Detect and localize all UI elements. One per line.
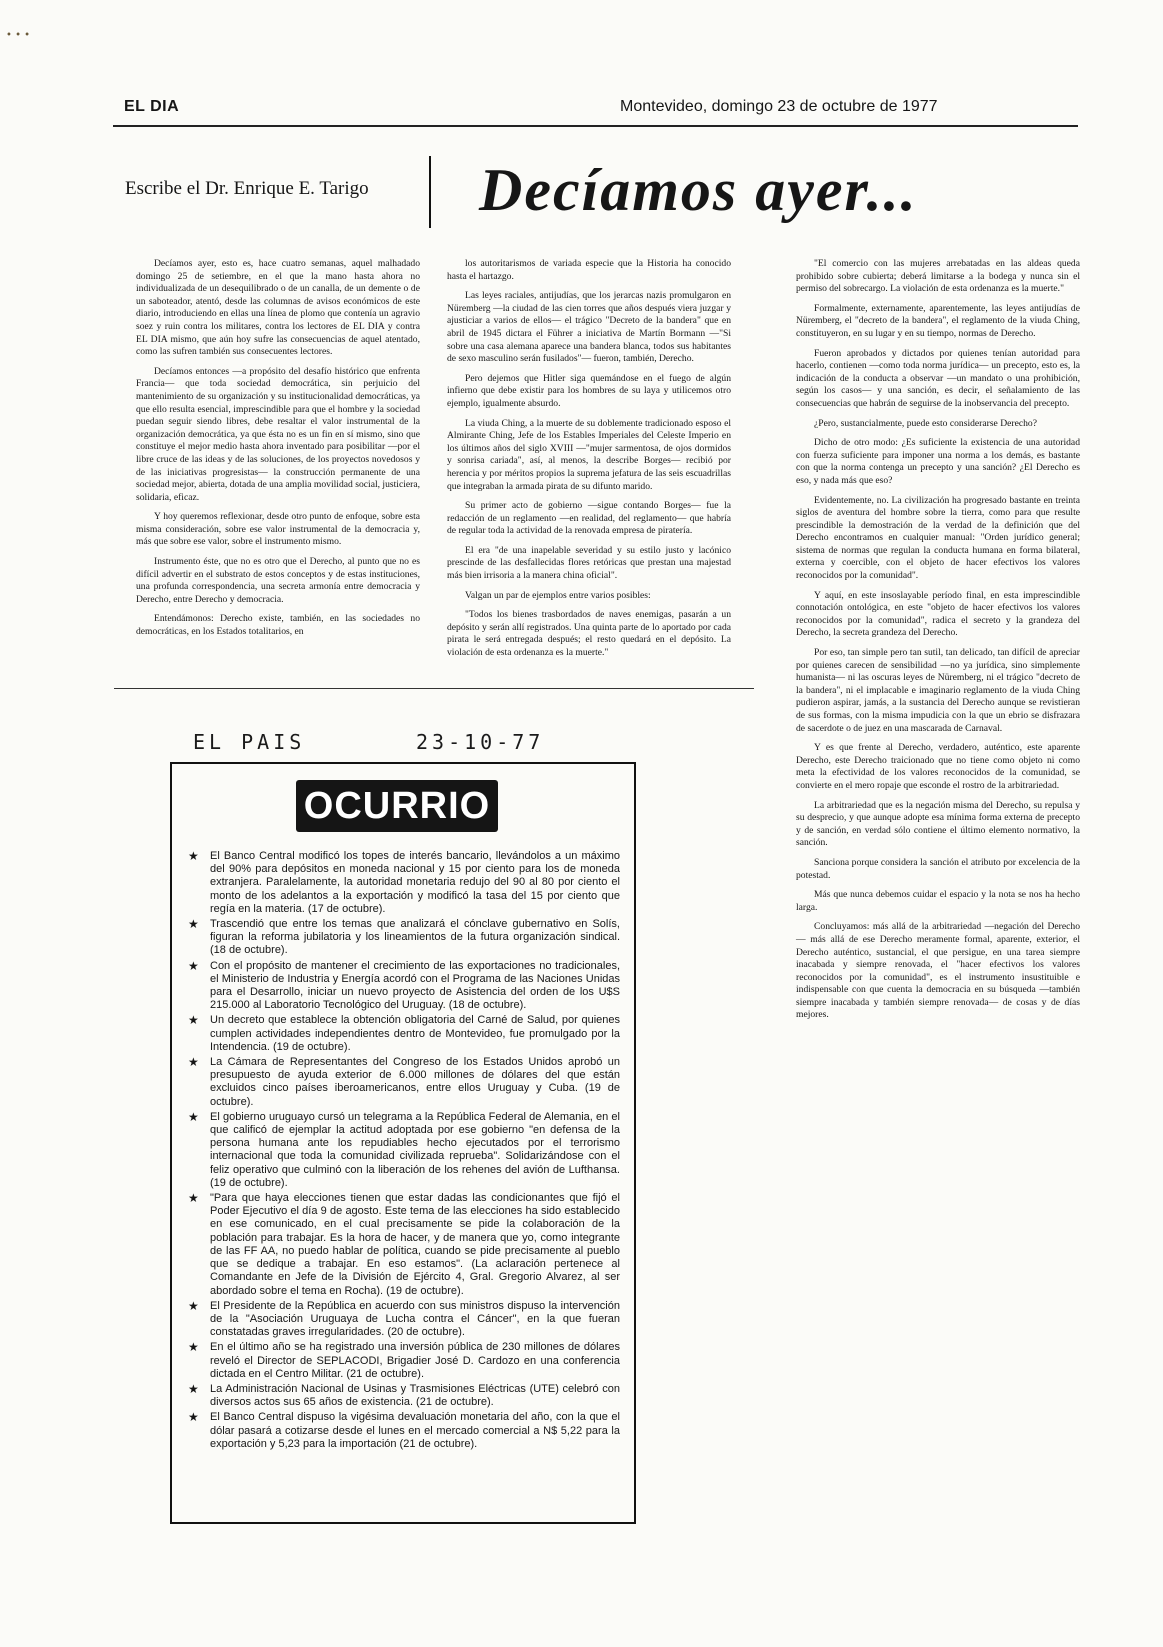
article-column-1 [136, 258, 420, 646]
title-divider [429, 156, 431, 228]
item-text: Con el propósito de mantener el crecimiento de las exportaciones no tradicionales, el Ministerio de Industria y Energía acordó con el Programa de las Naciones Unidas para el Desarrollo, iniciar un nuevo proyecto de Asistencia del orden de los U$S 215.000 al Laboratorio Tecnológico del Uruguay. (18 de octubre). [210, 959, 620, 1012]
list-item [188, 1411, 620, 1451]
star-icon: ★ [188, 1298, 199, 1313]
paragraph: Fueron aprobados y dictados por quienes tenían autoridad para hacerlo, contienen —como toda norma jurídica— un precepto, esto es, la indicación de la conducta a observar —un mandato o una prohibición, según los casos— y una sanción, es decir, el señalamiento de las consecuencias que habrán de seguirse de la inobservancia del precepto. [796, 347, 1080, 409]
star-icon: ★ [188, 958, 199, 973]
paragraph: Entendámonos: Derecho existe, también, en las sociedades no democráticas, en los Estados totalitarios, en [136, 613, 420, 638]
list-item [188, 1111, 620, 1190]
paragraph: Decíamos ayer, esto es, hace cuatro semanas, aquel malhadado domingo 25 de setiembre, en el que la mano hasta ahora no individualizada de un desequilibrado o de un canalla, de un demente o de un saboteador, atentó, desde las columnas de avisos económicos de este diario, introduciendo en ellas una línea de plomo que contenía un agravio soez y ruin contra los militares, contra los lectores de EL DIA y contra EL DIA mismo, que aún hoy sufre las consecuencias de aquel atentado, como las sufren también sus consecuentes lectores. [136, 258, 420, 358]
newspaper-name: EL DIA [124, 98, 180, 115]
list-item [188, 1341, 620, 1381]
list-item [188, 918, 620, 958]
paragraph: Pero dejemos que Hitler siga quemándose en el fuego de algún infierno que debe existir para los hombres de su laya y utilicemos otro ejemplo, igualmente absurdo. [447, 372, 731, 409]
paragraph: Por eso, tan simple pero tan sutil, tan delicado, tan difícil de apreciar por quienes carecen de sensibilidad —no ya jurídica, sino simplemente humanista— ni las oscuras leyes de Nüremberg, ni el trágico "decreto de la bandera", ni el implacable e imaginario reglamento de la viuda Ching pudieron aspirar, jamás, a la sustancia del Derecho aunque se revistieran de sus formas, con la misma impudicia con la que un ebrio se disfrazara de sacerdote o de juez en una mascarada de Carnaval. [796, 647, 1080, 734]
paragraph: los autoritarismos de variada especie que la Historia ha conocido hasta el hartazgo. [447, 258, 731, 282]
item-text: El Banco Central dispuso la vigésima devaluación monetaria del año, con la que el dólar pasará a cotizarse desde el lunes en el mercado comercial a N$ 5,22 para la exportación y 5,23 para la importación (21 de octubre). [210, 1411, 620, 1450]
star-icon: ★ [188, 1013, 199, 1028]
star-icon: ★ [188, 1410, 199, 1425]
margin-marks: • • • [6, 30, 31, 41]
paragraph: El era "de una inapelable severidad y su estilo justo y lacónico prescinde de las desfallecidas flores retóricas que prestan una majestad más bien irrisoria a la manera china oficial". [447, 544, 731, 582]
star-icon: ★ [188, 1191, 199, 1206]
article-column-3 [796, 258, 1080, 1029]
paragraph: Y aquí, en este insoslayable período final, en esta imprescindible connotación ontológica, en este "objeto de hacer efectivos los valores reconocidos por la comunidad", radica el secreto y la grandeza del Derecho, la secreta grandeza del Derecho. [796, 589, 1080, 639]
item-text: El gobierno uruguayo cursó un telegrama a la República Federal de Alemania, en el que calificó de ejemplar la actitud adoptada por ese gobierno "en defensa de la persona humana ante los repudiables hecho ejecutados por el terrorismo internacional que toda la comunidad civilizada reprueba". Solidarizándose con el feliz operativo que culminó con la liberación de los rehenes del avión de Lufthansa. (19 de octubre). [210, 1110, 620, 1189]
paragraph: Su primer acto de gobierno —sigue contando Borges— fue la redacción de un reglamento —en realidad, del reglamento— que habría de regular toda la actividad de la renovada empresa de piratería. [447, 500, 731, 537]
paragraph: Y hoy queremos reflexionar, desde otro punto de enfoque, sobre esta misma consideración, sobre ese valor instrumental de la democracia y, más que sobre ese valor, sobre el instrumento mismo. [136, 511, 420, 548]
star-icon: ★ [188, 917, 199, 932]
list-item [188, 1014, 620, 1054]
list-item [188, 1383, 620, 1409]
paragraph: "Todos los bienes trasbordados de naves enemigas, pasarán a un depósito y serán allí registrados. Una quinta parte de lo aportado por cada pirata le será entregada después; el resto quedará en el depósito. La violación de esta ordenanza es la muerte." [447, 609, 731, 659]
item-text: El Presidente de la República en acuerdo con sus ministros dispuso la intervención de la "Asociación Uruguaya de Lucha contra el Cáncer", en la que fueran constatadas graves irregularidades. (20 de octubre). [210, 1299, 620, 1339]
ocurrio-title: OCURRIO [296, 780, 498, 832]
paragraph: Evidentemente, no. La civilización ha progresado bastante en treinta siglos de aventura del hombre sobre la tierra, como para que resulte prescindible la demostración de la verdad de la definición que del Derecho encontramos en cualquier manual: "Orden jurídico general; sistema de normas que regulan la conducta humana en forma bilateral, externa y coercible, con el objeto de hacer efectivos los valores reconocidos por la comunidad". [796, 494, 1080, 582]
list-item [188, 1192, 620, 1298]
paragraph: Concluyamos: más allá de la arbitrariedad —negación del Derecho— más allá de ese Derecho meramente formal, aparente, exterior, el Derecho auténtico, sustancial, el que persigue, en una tarea siempre inacabada y siempre renovada, el "hacer efectivos los valores reconocidos por la comunidad", es el instrumento insustituible e indispensable con que cuenta la democracia en su búsqueda —también siempre inacabada y también siempre renovada— de cosas y de días mejores. [796, 921, 1080, 1021]
list-item [188, 960, 620, 1013]
paragraph: Sanciona porque considera la sanción el atributo por excelencia de la potestad. [796, 856, 1080, 881]
paragraph: Decíamos entonces —a propósito del desafío histórico que enfrenta Francia— que toda sociedad democrática, sin perjuicio del mantenimiento de su organización y su institucionalidad democráticas, ya que ello resulta esencial, imprescindible para que el hombre y la sociedad puedan seguir siendo libres, debe resaltar el valor instrumental de la organización democrática, ya que ésta no es un fin en sí mismo, sino que constituye el mejor medio hasta ahora inventado para posibilitar —por el libre cruce de las ideas y de las soluciones, de los proyectos novedosos y de las iniciativas progresistas— la construcción permanente de una sociedad mejor, abierta, dotada de una amplia movilidad social, justiciera, solidaria, eficaz. [136, 365, 420, 503]
handwritten-paper-note: EL PAIS [193, 730, 306, 754]
list-item [188, 1056, 620, 1109]
paragraph: Más que nunca debemos cuidar el espacio y la nota se nos ha hecho larga. [796, 889, 1080, 913]
article-column-2 [447, 258, 731, 667]
item-text: Un decreto que establece la obtención obligatoria del Carné de Salud, por quienes cumplen actividades independientes dentro de Montevideo, fue promulgado por la Intendencia. (19 de octubre). [210, 1014, 620, 1053]
byline: Escribe el Dr. Enrique E. Tarigo [125, 178, 369, 199]
star-icon: ★ [188, 1109, 199, 1124]
paragraph: Valgan un par de ejemplos entre varios posibles: [465, 589, 651, 601]
paragraph: Las leyes raciales, antijudías, que los jerarcas nazis promulgaron en Nüremberg —la ciudad de las cien torres que años después viera juzgar y ajusticiar a varios de ellos— el trágico "Decreto de la bandera" que en abril de 1945 dictara el Führer a iniciativa de Martín Bormann —"Si sobre una casa alemana aparece una bandera blanca, todos sus habitantes de sexo masculino serán fusilados"— fueron, también, Derecho. [447, 290, 731, 365]
star-icon: ★ [188, 1340, 199, 1355]
paragraph: "El comercio con las mujeres arrebatadas en las aldeas queda prohibido sobre cubierta; deberá limitarse a la bodega y nunca sin el permiso del sobrecargo. La violación de esta ordenanza es la muerte." [796, 258, 1080, 295]
item-text: El Banco Central modificó los topes de interés bancario, llevándolos a un máximo del 90% para depósitos en moneda nacional y 15 por ciento para los de moneda extranjera. Paralelamente, la autoridad monetaria redujo del 90 al 80 por ciento el monto de los adelantos a la exportación y modificó la tasa del 15 por ciento que regía en la materia. (17 de octubre). [210, 850, 620, 915]
star-icon: ★ [188, 1055, 199, 1070]
paragraph: La viuda Ching, a la muerte de su doblemente tradicionado esposo el Almirante Ching, Jefe de los Estables Imperiales del Celeste Imperio en los últimos años del siglo XVIII —"mujer sarmentosa, de ojos dormidos y sonrisa cariada", así, al menos, la describe Borges— recibió por herencia y por méritos propios la suprema jefatura de las seis escuadrillas que integraban la armada pirata de su difunto marido. [447, 417, 731, 492]
paragraph: Formalmente, externamente, aparentemente, las leyes antijudías de Nüremberg, el "decreto de la bandera", el reglamento de la viuda Ching, constituyeron, en su lugar y en su tiempo, normas de Derecho. [796, 302, 1080, 339]
paragraph: Y es que frente al Derecho, verdadero, auténtico, este aparente Derecho, este Derecho traicionado que no tiene como objeto ni como meta la efectividad de los valores reconocidos de la comunidad, se convierte en el mero ropaje que esconde el rostro de la arbitrariedad. [796, 742, 1080, 791]
section-separator [114, 688, 754, 689]
item-text: Trascendió que entre los temas que analizará el cónclave gubernativo en Solís, figuran la reforma jubilatoria y los lineamientos de la futura organización sindical. (18 de octubre). [210, 918, 620, 957]
item-text: La Cámara de Representantes del Congreso de los Estados Unidos aprobó un presupuesto de ayuda exterior de 6.000 millones de dólares del que están excluidos cinco países iberoamericanos, entre ellos Uruguay y Cuba. (19 de octubre). [210, 1056, 620, 1108]
star-icon: ★ [188, 1381, 199, 1396]
list-item [188, 850, 620, 916]
paragraph: Instrumento éste, que no es otro que el Derecho, al punto que no es difícil advertir en el substrato de estos conceptos y de estas instituciones, una profunda correspondencia, una secreta armonía entre democracia y Derecho, entre Derecho y democracia. [136, 556, 420, 605]
paragraph: ¿Pero, sustancialmente, puede esto considerarse Derecho? [814, 417, 1037, 429]
handwritten-date-note: 23-10-77 [416, 730, 545, 754]
headline: Decíamos ayer... [479, 157, 918, 223]
item-text: En el último año se ha registrado una inversión pública de 230 millones de dólares reveló el Director de SEPLACODI, Brigadier José D. Cardozo en una conferencia dictada en el Centro Militar. (21 de octubre). [210, 1341, 620, 1380]
item-text: La Administración Nacional de Usinas y Trasmisiones Eléctricas (UTE) celebró con diversos actos sus 65 años de existencia. (21 de octubre). [210, 1382, 620, 1409]
header-rule [113, 125, 1078, 127]
paragraph: Dicho de otro modo: ¿Es suficiente la existencia de una autoridad con fuerza suficiente para imponer una norma a los demás, es bastante con que la norma contenga un precepto y una sanción? ¿El Derecho es eso, y nada más que eso? [796, 437, 1080, 486]
dateline: Montevideo, domingo 23 de octubre de 1977 [620, 98, 938, 115]
star-icon: ★ [188, 849, 199, 863]
ocurrio-list [188, 850, 620, 1453]
item-text: "Para que haya elecciones tienen que estar dadas las condicionantes que fijó el Poder Ejecutivo el día 9 de agosto. Este tema de las elecciones ha sido establecido en ese comunicado, en el cual precisamente se pide la colaboración de la población para trabajar. Es la hora de hacer, y de manera que yo, como integrante de las FF AA, no puedo hablar de política, cuando se pide precisamente al pueblo que se dedique a trabajar. En eso estamos". (La aclaración pertenece al Comandante en Jefe de la División de Ejército 4, Gral. Gregorio Alvarez, al ser abordado sobre el tema en Rocha). (19 de octubre). [210, 1192, 620, 1297]
list-item [188, 1300, 620, 1340]
paragraph: La arbitrariedad que es la negación misma del Derecho, su repulsa y su desprecio, y que aunque adopte esa mínima forma externa de precepto y de sanción, en verdad sólo contiene el último elemento normativo, la sanción. [796, 799, 1080, 849]
